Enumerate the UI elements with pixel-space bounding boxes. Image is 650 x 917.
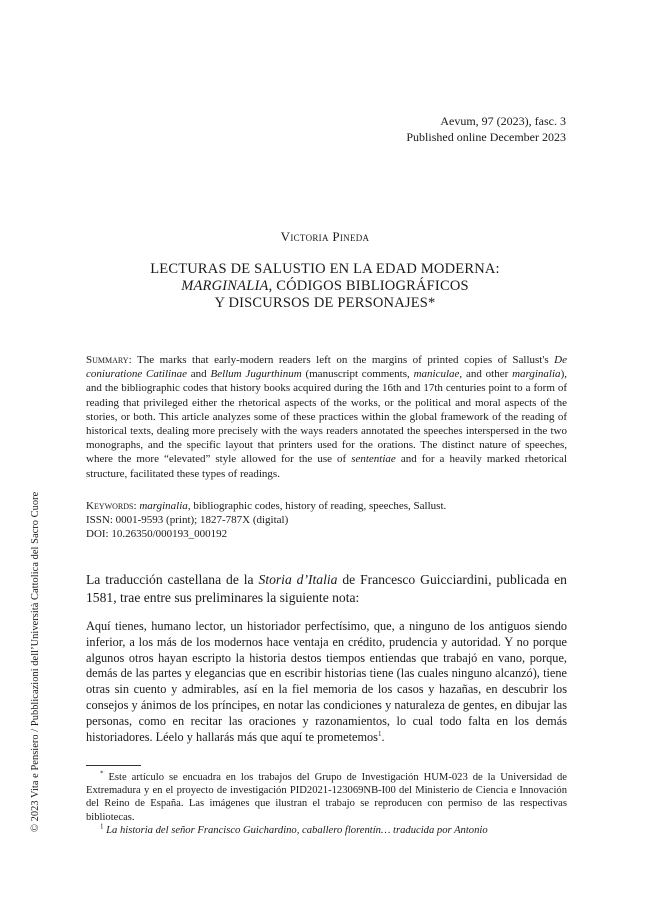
keywords-italic: marginalia <box>139 500 188 512</box>
summary-italic: maniculae <box>413 368 460 381</box>
quote-text: Aquí tienes, humano lector, un historiador perfectísimo, que, a ninguno de los antiguos siendo inferior, a los más de los modernos hace ventaja en crédito, prudencia y autoridad. Y no porque algunos otros hayan escripto la historia destos tiempos entiendas que trabajó en vano, porque, demás de las partes y elegancias que en escribir historias tiene (las cuales ninguno alcanzó), tiene otras sin cuento y admirables, así en la fiel memoria de los casos y hazañas, en descubrir los consejos y ánimos de los príncipes, en notar las condiciones y naturaleza de gentes, en dibujar las personas, como en recitar las oraciones y razonamientos, lo cual todo falta en los demás historiadores. Léelo y hallarás más que aquí te prometemos <box>86 619 567 744</box>
summary-text: and <box>186 368 211 381</box>
journal-header <box>406 113 566 145</box>
summary-italic: sententiae <box>351 453 396 466</box>
summary-text: The marks that early-modern readers left on the margins of printed copies of Sallust's <box>131 354 555 366</box>
article-metadata <box>86 499 567 542</box>
summary-text: (manuscript comments, <box>301 368 414 381</box>
summary-label: Summary: <box>86 354 132 366</box>
footnote-marker: 1 <box>100 822 104 831</box>
title-line-2 <box>100 278 550 295</box>
summary-italic: Bellum Jugurthinum <box>210 368 302 381</box>
issn: ISSN: 0001-9593 (print); 1827-787X (digital) <box>86 514 289 527</box>
article-title <box>100 261 550 312</box>
summary-italic: De coniuratione Catilinae <box>86 354 567 381</box>
summary-text: , and other <box>459 368 513 381</box>
author-name: Victoria Pineda <box>280 229 370 244</box>
summary-text: and for a heavily marked rhetorical structure, facilitated these types of readings. <box>86 453 567 480</box>
quote-end: . <box>381 729 385 744</box>
footnote-text: Este artículo se encuadra en los trabajos del Grupo de Investigación HUM-023 de la Universidad de Extremadura y en el proyecto de investigación PID2021-123069NB-I00 del Ministerio de Ciencia e Innovación del Reino de España. Las imágenes que ilustran el trabajo se reproducen con permiso de las respectivas bibliotecas. <box>86 772 567 823</box>
journal-citation: Aevum, 97 (2023), fasc. 3 <box>440 114 566 128</box>
body-italic: Storia d’Italia <box>258 572 338 587</box>
abstract <box>86 353 567 481</box>
doi: DOI: 10.26350/000193_000192 <box>86 528 228 541</box>
title-line-3: Y DISCURSOS DE PERSONAJES* <box>214 295 436 311</box>
footnote-text: La historia del señor Francisco Guichardino, caballero florentín… traducida por Antonio <box>103 824 488 836</box>
publication-date: Published online December 2023 <box>406 130 566 144</box>
copyright-sidebar: © 2023 Vita e Pensiero / Pubblicazioni dell’Università Cattolica del Sacro Cuore <box>30 491 41 832</box>
footnote-rule <box>86 765 141 766</box>
body-text: La traducción castellana de la <box>86 572 259 587</box>
footnote-star <box>86 771 567 824</box>
summary-italic: marginalia <box>512 368 561 381</box>
title-line-1: LECTURAS DE SALUSTIO EN LA EDAD MODERNA: <box>150 261 500 277</box>
title-line-2-rest: , CÓDIGOS BIBLIOGRÁFICOS <box>268 278 469 294</box>
footnote-1 <box>86 824 567 837</box>
body-text: de Francesco Guicciardini, publicada en 1581, trae entre sus preliminares la siguiente nota: <box>86 572 567 605</box>
footnote-marker: * <box>100 769 104 778</box>
keywords <box>86 499 567 513</box>
body-paragraph <box>86 571 567 607</box>
block-quote <box>86 619 567 745</box>
footnote-reference: 1 <box>377 729 382 738</box>
summary-text: ), and the bibliographic codes that history books acquired during the 16th and 17th centuries point to a form of reading that privileged either the rhetorical aspects of the works, or the political and moral aspects of the stories, or both. This article analyzes some of these practices within the global framework of the reading of historical texts, dealing more precisely with the ways readers annotated the speeches interspersed in the two monographs, and the specific layout that printers used for the orations. The distinct nature of speeches, where the more “elevated” style allowed for the use of <box>86 368 567 466</box>
footnotes <box>86 771 567 837</box>
keywords-label: Keywords: <box>86 500 137 512</box>
keywords-rest: , bibliographic codes, history of reading, speeches, Sallust. <box>187 500 447 512</box>
title-italic-word: MARGINALIA <box>181 278 269 294</box>
